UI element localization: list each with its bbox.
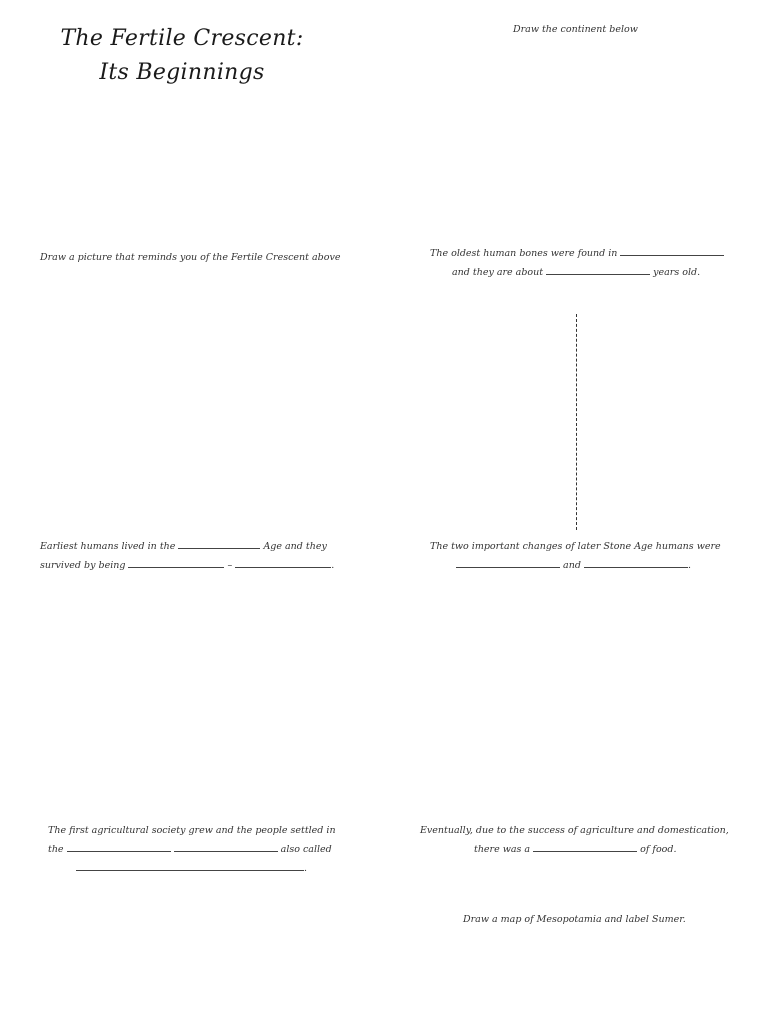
first-society-text-4: . — [304, 863, 308, 874]
two-changes-text-2: and — [563, 560, 581, 571]
title-line-1: The Fertile Crescent: — [60, 26, 304, 51]
answer-blank[interactable] — [178, 538, 260, 549]
first-society-text-1: The first agricultural society grew and the people settled in — [48, 825, 336, 836]
continent-instruction: Draw the continent below — [513, 24, 638, 35]
answer-blank[interactable] — [456, 557, 560, 568]
answer-blank[interactable] — [533, 841, 637, 852]
two-changes-text-1: The two important changes of later Stone Age humans were — [430, 541, 721, 552]
answer-blank[interactable] — [174, 841, 278, 852]
answer-blank[interactable] — [584, 557, 688, 568]
fold-line — [576, 314, 577, 530]
oldest-bones-text-2: and they are about — [452, 267, 544, 278]
answer-blank[interactable] — [67, 841, 171, 852]
earliest-humans-text-4: – — [227, 560, 233, 571]
oldest-bones-question — [430, 244, 724, 282]
first-society-question — [48, 821, 336, 878]
oldest-bones-text-3: years old. — [653, 267, 701, 278]
answer-blank[interactable] — [128, 557, 224, 568]
title-line-2: Its Beginnings — [99, 60, 265, 85]
two-changes-question — [430, 537, 721, 575]
eventually-question — [420, 821, 729, 859]
answer-blank[interactable] — [76, 860, 304, 871]
first-society-text-3: also called — [280, 844, 332, 855]
earliest-humans-text-1: Earliest humans lived in the — [40, 541, 176, 552]
eventually-text-3: of food. — [640, 844, 677, 855]
eventually-text-2: there was a — [474, 844, 531, 855]
eventually-text-1: Eventually, due to the success of agriculture and domestication, — [420, 825, 729, 836]
oldest-bones-text-1: The oldest human bones were found in — [430, 248, 618, 259]
map-prompt: Draw a map of Mesopotamia and label Sumer. — [463, 914, 686, 925]
earliest-humans-text-2: Age and they — [263, 541, 327, 552]
two-changes-text-3: . — [687, 560, 691, 571]
earliest-humans-question — [40, 537, 334, 575]
picture-prompt: Draw a picture that reminds you of the Fertile Crescent above — [40, 252, 341, 263]
first-society-text-2: the — [48, 844, 64, 855]
page-title — [32, 22, 332, 90]
earliest-humans-text-5: . — [331, 560, 335, 571]
answer-blank[interactable] — [235, 557, 331, 568]
earliest-humans-text-3: survived by being — [40, 560, 126, 571]
answer-blank[interactable] — [620, 245, 724, 256]
answer-blank[interactable] — [546, 264, 650, 275]
